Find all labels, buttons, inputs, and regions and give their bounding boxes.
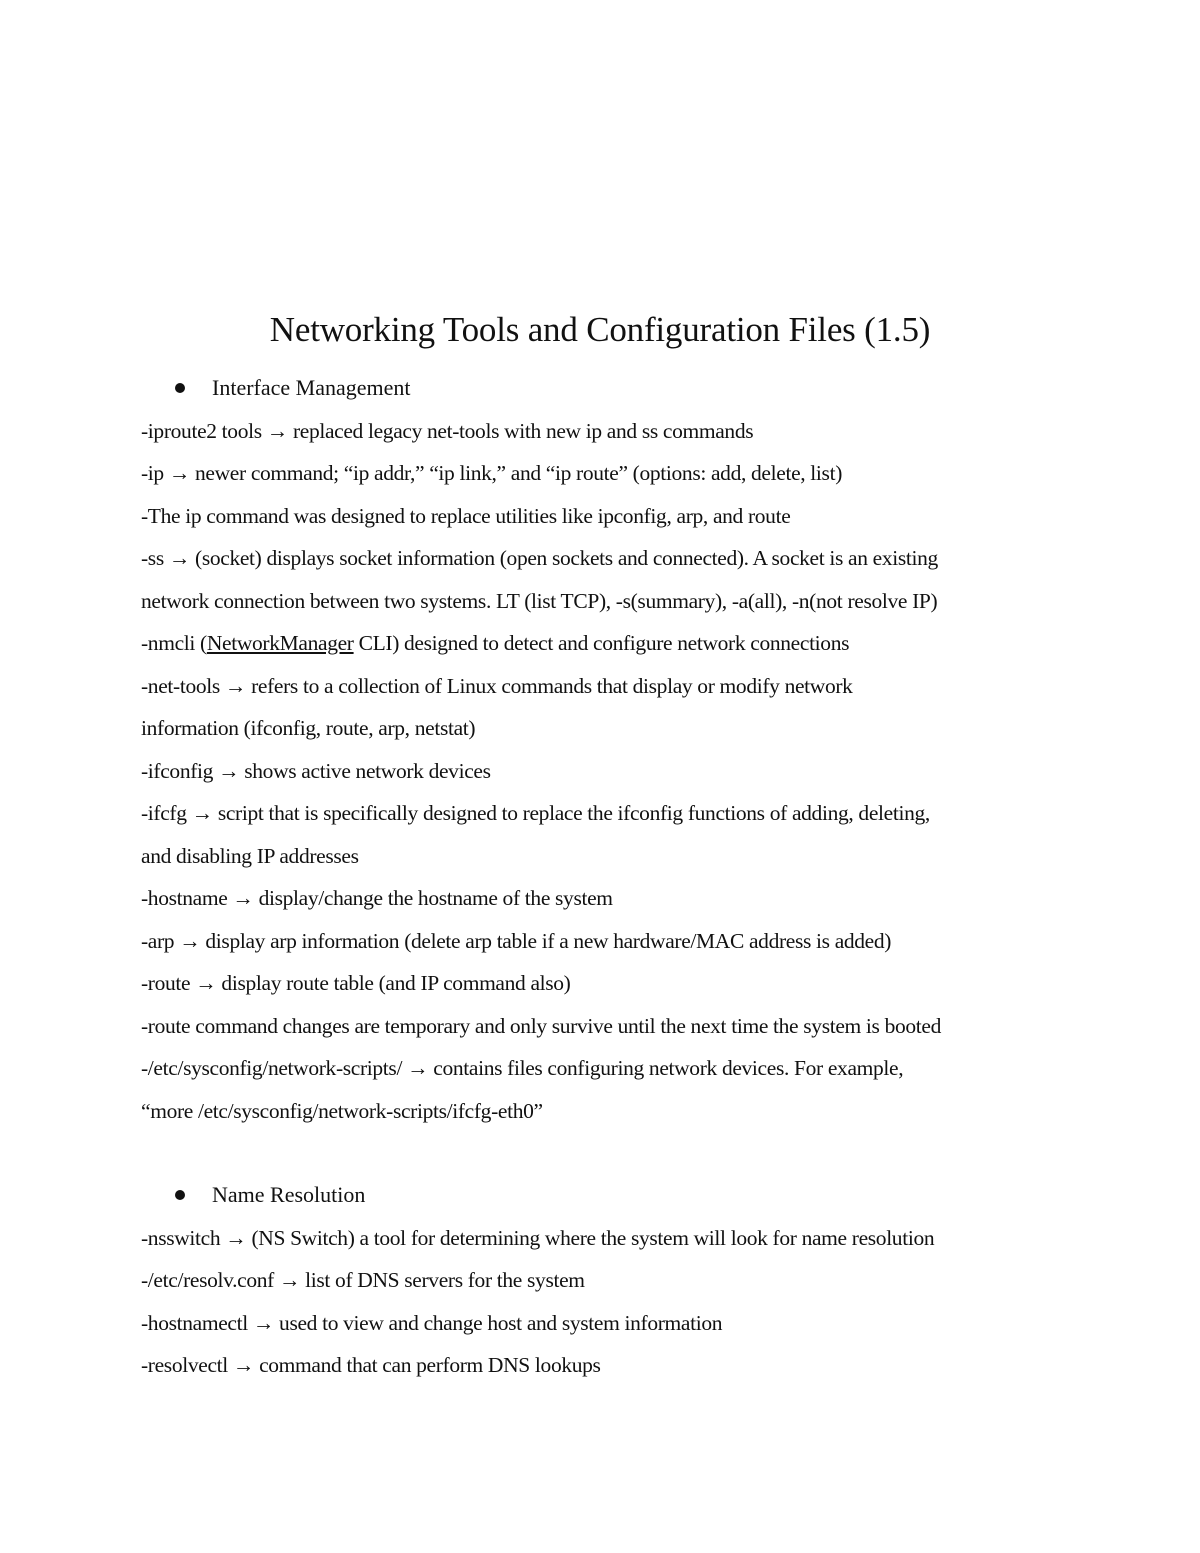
- text-line: “more /etc/sysconfig/network-scripts/ifcfg-eth0”: [141, 1098, 543, 1123]
- text-line: -resolvectl → command that can perform DNS lookups: [141, 1353, 601, 1377]
- text-line: -net-tools → refers to a collection of Linux commands that display or modify network: [141, 673, 853, 698]
- text-line-nmcli: [0, 622, 1200, 665]
- section-heading-row: [0, 1174, 1200, 1217]
- text-line: -route → display route table (and IP command also): [141, 971, 571, 995]
- text-line: -nsswitch → (NS Switch) a tool for determining where the system will look for name resolution: [141, 1225, 935, 1250]
- networkmanager-link[interactable]: NetworkManager: [206, 631, 354, 655]
- text-line: -route command changes are temporary and only survive until the next time the system is booted: [141, 1013, 942, 1038]
- page-title: Networking Tools and Configuration Files (1.5): [269, 310, 931, 349]
- text-line: -hostname → display/change the hostname of the system: [141, 886, 613, 910]
- text-line: -/etc/resolv.conf → list of DNS servers for the system: [141, 1268, 585, 1292]
- text-line: -ip → newer command; “ip addr,” “ip link,” and “ip route” (options: add, delete, list): [141, 461, 843, 485]
- bullet-icon: [175, 1190, 185, 1200]
- section-name-resolution: [0, 1174, 1200, 1387]
- text-line: network connection between two systems. LT (list TCP), -s(summary), -a(all), -n(not resolve IP): [141, 588, 938, 613]
- text-fragment: CLI) designed to detect and configure network connections: [353, 631, 850, 655]
- section-heading: Name Resolution: [212, 1182, 366, 1207]
- text-line: -hostnamectl → used to view and change host and system information: [141, 1310, 723, 1335]
- section-interface-management: [0, 367, 1200, 1132]
- text-line: -The ip command was designed to replace utilities like ipconfig, arp, and route: [141, 503, 791, 528]
- bullet-icon: [175, 383, 185, 393]
- section-heading: Interface Management: [212, 375, 411, 400]
- text-line: -arp → display arp information (delete arp table if a new hardware/MAC address is added): [141, 928, 892, 953]
- text-line: -ifconfig → shows active network devices: [141, 758, 491, 783]
- text-fragment: -nmcli (: [141, 631, 207, 655]
- text-line: -/etc/sysconfig/network-scripts/ → contains files configuring network devices. For example,: [141, 1056, 904, 1080]
- text-line: -ifcfg → script that is specifically designed to replace the ifconfig functions of adding, deleting,: [141, 801, 930, 825]
- section-heading-row: [0, 367, 1200, 410]
- text-line: -ss → (socket) displays socket information (open sockets and connected). A socket is an existing: [141, 546, 938, 570]
- text-line: information (ifconfig, route, arp, netstat): [141, 716, 476, 740]
- text-line: -iproute2 tools → replaced legacy net-tools with new ip and ss commands: [141, 418, 754, 443]
- text-line: and disabling IP addresses: [141, 843, 359, 868]
